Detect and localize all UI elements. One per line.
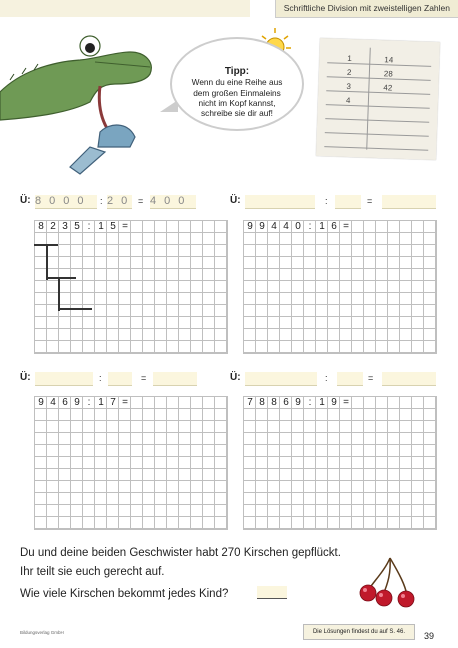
page-number: 39 bbox=[424, 631, 435, 641]
estimate-result-field[interactable] bbox=[382, 195, 436, 209]
answer-field[interactable] bbox=[257, 586, 287, 599]
estimate-label: Ü: bbox=[230, 372, 241, 383]
grid-digit: 6 bbox=[331, 221, 337, 232]
note-cell: 4 bbox=[345, 95, 351, 106]
note-cell: 1 bbox=[347, 53, 353, 64]
divide-sign: : bbox=[100, 196, 103, 206]
note-cell: 28 bbox=[383, 69, 393, 79]
solutions-note: Die Lösungen findest du auf S. 46. bbox=[303, 624, 415, 640]
work-grid-2[interactable] bbox=[243, 220, 437, 354]
estimate-result-field[interactable] bbox=[153, 372, 197, 386]
estimate-divisor-field[interactable]: 20 bbox=[107, 195, 136, 207]
grid-digit: 9 bbox=[74, 397, 80, 408]
grid-digit: 5 bbox=[74, 221, 80, 232]
grid-digit: = bbox=[343, 397, 349, 408]
grid-digit: 9 bbox=[247, 221, 253, 232]
grid-digit: : bbox=[87, 221, 91, 232]
step-line bbox=[58, 277, 60, 311]
grid-digit: 2 bbox=[50, 221, 56, 232]
tip-bubble bbox=[170, 37, 304, 131]
step-line bbox=[46, 244, 48, 280]
work-grid-3[interactable] bbox=[34, 396, 228, 530]
divide-sign: : bbox=[325, 196, 328, 206]
grid-digit: 9 bbox=[295, 397, 301, 408]
work-grid-1[interactable] bbox=[34, 220, 228, 354]
tip-line: dem großen Einmaleins bbox=[193, 87, 281, 98]
grid-digit: : bbox=[308, 397, 312, 408]
grid-digit: 9 bbox=[38, 397, 44, 408]
grid-digit: 6 bbox=[62, 397, 68, 408]
equals-sign: = bbox=[141, 373, 147, 383]
note-cell: 42 bbox=[383, 83, 393, 93]
grid-digit: 3 bbox=[62, 221, 68, 232]
grid-digit: 9 bbox=[331, 397, 337, 408]
grid-digit: = bbox=[122, 397, 128, 408]
note-cell: 2 bbox=[346, 67, 352, 78]
estimate-dividend-field[interactable] bbox=[245, 372, 317, 386]
work-grid-4[interactable] bbox=[243, 396, 437, 530]
grid-digit: 4 bbox=[50, 397, 56, 408]
note-cell: 3 bbox=[346, 81, 352, 92]
grid-digit: = bbox=[343, 221, 349, 232]
estimate-divisor-field[interactable] bbox=[335, 195, 361, 209]
estimate-dividend-field[interactable]: 8000 bbox=[35, 195, 97, 209]
grid-digit: 1 bbox=[98, 221, 104, 232]
grid-digit: 8 bbox=[38, 221, 44, 232]
publisher-note: Bildungsverlag GmbH bbox=[20, 630, 64, 635]
grid-digit: 8 bbox=[259, 397, 265, 408]
grid-digit: 1 bbox=[319, 221, 325, 232]
grid-digit: : bbox=[87, 397, 91, 408]
estimate-divisor-field[interactable] bbox=[337, 372, 363, 386]
estimate-label: Ü: bbox=[20, 195, 31, 206]
page-title: Schriftliche Division mit zweistelligen Zahlen bbox=[275, 0, 458, 18]
divide-sign: : bbox=[99, 373, 102, 383]
grid-digit: 4 bbox=[283, 221, 289, 232]
estimate-dividend-field[interactable] bbox=[245, 195, 315, 209]
subtraction-line bbox=[46, 277, 76, 279]
word-problem-question: Wie viele Kirschen bekommt jedes Kind? bbox=[20, 588, 229, 600]
grid-digit: 7 bbox=[110, 397, 116, 408]
divide-sign: : bbox=[325, 373, 328, 383]
grid-digit: 7 bbox=[247, 397, 253, 408]
grid-digit: 4 bbox=[271, 221, 277, 232]
grid-digit: 5 bbox=[110, 221, 116, 232]
estimate-label: Ü: bbox=[230, 195, 241, 206]
tip-line: nicht im Kopf kannst, bbox=[198, 97, 276, 108]
grid-digit: = bbox=[122, 221, 128, 232]
word-problem-line: Du und deine beiden Geschwister habt 270 Kirschen gepflückt. bbox=[20, 547, 341, 559]
grid-digit: : bbox=[308, 221, 312, 232]
grid-digit: 9 bbox=[259, 221, 265, 232]
grid-digit: 8 bbox=[271, 397, 277, 408]
subtraction-line bbox=[58, 308, 92, 310]
word-problem-line: Ihr teilt sie euch gerecht auf. bbox=[20, 566, 165, 578]
tip-line: schreibe sie dir auf! bbox=[201, 108, 273, 119]
estimate-divisor-field[interactable] bbox=[108, 372, 132, 386]
grid-digit: 1 bbox=[98, 397, 104, 408]
estimate-dividend-field[interactable] bbox=[35, 372, 93, 386]
equals-sign: = bbox=[138, 196, 144, 206]
equals-sign: = bbox=[367, 196, 373, 206]
tip-line: Wenn du eine Reihe aus bbox=[191, 77, 283, 88]
cherries-illustration bbox=[355, 555, 425, 615]
grid-digit: 1 bbox=[319, 397, 325, 408]
tip-title: Tipp: bbox=[224, 66, 250, 77]
note-cell: 14 bbox=[384, 55, 394, 65]
multiplication-note bbox=[316, 38, 440, 160]
grid-digit: 6 bbox=[283, 397, 289, 408]
estimate-result-field[interactable]: 400 bbox=[150, 195, 196, 209]
grid-digit: 0 bbox=[295, 221, 301, 232]
estimate-result-field[interactable] bbox=[382, 372, 436, 386]
snake-illustration bbox=[0, 22, 165, 182]
header-accent bbox=[0, 0, 250, 17]
estimate-label: Ü: bbox=[20, 372, 31, 383]
equals-sign: = bbox=[368, 373, 374, 383]
